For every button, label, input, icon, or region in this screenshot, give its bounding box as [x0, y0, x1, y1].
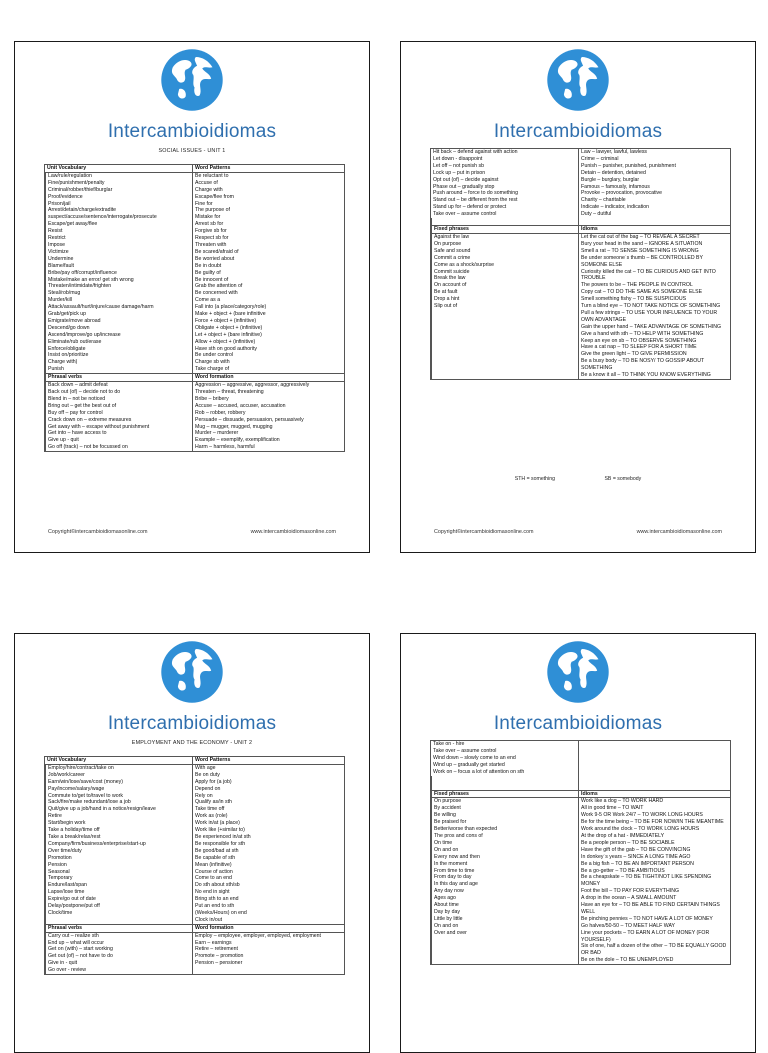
list-item: Go over - review: [48, 967, 87, 974]
list-item: Clock in/out: [195, 916, 223, 923]
list-item: Detain – detention, detained: [581, 169, 646, 176]
list-item: Have sth on good authority: [195, 345, 258, 352]
list-item: Work around the clock – TO WORK LONG HOURS: [581, 826, 700, 833]
list-item: Attack/assault/hurt/injure/cause damage/harm: [48, 304, 154, 311]
unit-vocabulary-list: [45, 765, 192, 924]
list-item: Pension – pensioner: [195, 960, 243, 967]
list-item: Work on – focus a lot of attention on sth: [433, 768, 525, 775]
list-item: Turn a blind eye – TO NOT TAKE NOTICE OF SOMETHING: [581, 303, 721, 310]
list-item: Pull a few strings – TO USE YOUR INFLUENCE TO YOUR OWN ADVANTAGE: [581, 309, 718, 323]
list-item: Prison/jail: [48, 200, 71, 207]
word-formation-list: [578, 149, 730, 218]
list-item: Proof/evidence: [48, 193, 83, 200]
globe-icon: [546, 48, 610, 112]
list-item: Murder/kill: [48, 297, 72, 304]
list-item: Go halves/50-50 – TO MEET HALF WAY: [581, 922, 675, 929]
list-item: Gain the upper hand – TAKE ADVANTAGE OF SOMETHING: [581, 323, 722, 330]
list-item: Respect sb for: [195, 235, 229, 242]
brand-title: Intercambioidiomas: [107, 121, 277, 142]
list-item: By accident: [434, 805, 461, 812]
list-item: Be under someone´s thumb – BE CONTROLLED BY SOMEONE ELSE: [581, 254, 703, 268]
list-item: Victimize: [48, 248, 69, 255]
list-item: Murder – murderer: [195, 430, 239, 437]
word-patterns-list: [192, 765, 344, 924]
list-item: Example – exemplify, exemplification: [195, 437, 280, 444]
phrasal-verbs-list: [45, 933, 192, 974]
globe-icon: [546, 640, 610, 704]
list-item: Punish: [48, 366, 64, 373]
list-item: Duty – dutiful: [581, 211, 612, 218]
list-item: Take charge of: [195, 366, 230, 373]
list-item: Stand up for – defend or protect: [433, 204, 507, 211]
list-item: Enforce/obligate: [48, 345, 86, 352]
list-item: Be responsible for sth: [195, 840, 246, 847]
list-item: Fine/punishment/penalty: [48, 179, 105, 186]
list-item: Mistake for: [195, 214, 221, 221]
list-item: Fine for: [195, 200, 213, 207]
list-item: Take over – assume control: [433, 747, 497, 754]
list-item: The purpose of: [195, 207, 230, 214]
list-item: Come to an end: [195, 875, 232, 882]
list-item: Slip out of: [434, 303, 458, 310]
list-item: Drop a hint: [434, 296, 460, 303]
list-item: Persuade – dissuade, persuasion, persuasively: [195, 416, 304, 423]
empty-cell: [578, 741, 730, 776]
list-item: Have the gift of the gab – TO BE CONVINCING: [581, 846, 691, 853]
list-item: Wind up – gradually get started: [433, 761, 505, 768]
list-item: Take a holiday/time off: [48, 827, 100, 834]
list-item: Punish – punisher, punished, punishment: [581, 162, 676, 169]
spacer: [431, 218, 578, 225]
list-item: Take on - hire: [433, 741, 465, 747]
list-item: Earn – earnings: [195, 939, 232, 946]
vocabulary-table: [44, 164, 345, 452]
list-item: Bury your head in the sand – IGNORE A SITUATION: [581, 240, 703, 247]
list-item: Be a people person – TO BE SOCIABLE: [581, 839, 675, 846]
list-item: Qualify as/in sth: [195, 799, 232, 806]
list-item: Give in - quit: [48, 960, 78, 967]
list-item: Phase out – gradually stop: [433, 183, 495, 190]
list-item: Crack down on – extreme measures: [48, 416, 132, 423]
list-item: Crime – criminal: [581, 155, 619, 162]
list-item: Be innocent of: [195, 276, 229, 283]
list-item: Work like a dog – TO WORK HARD: [581, 798, 664, 805]
list-item: Grab/get/pick up: [48, 311, 87, 318]
list-item: Aggression – aggressive, aggressor, aggressively: [195, 382, 310, 389]
list-item: Provoke – provocation, provocative: [581, 190, 663, 197]
list-item: Give the green light – TO GIVE PERMISSION: [581, 351, 687, 358]
list-item: suspect/accuse/sentence/interrogate/prosecute: [48, 214, 157, 221]
list-item: Day by day: [434, 908, 460, 915]
list-item: Famous – famously, infamous: [581, 183, 650, 190]
list-item: Foot the bill – TO PAY FOR EVERYTHING: [581, 888, 680, 895]
list-item: Over time/duty: [48, 847, 82, 854]
list-item: On account of: [434, 282, 467, 289]
list-item: Be praised for: [434, 819, 467, 826]
word-patterns-list: [192, 173, 344, 373]
list-item: Against the law: [434, 233, 470, 240]
list-item: Commute to/get to/travel to work: [48, 792, 123, 799]
list-item: Be concerned with: [195, 290, 238, 297]
list-item: Every now and then: [434, 853, 480, 860]
list-item: On time: [434, 839, 453, 846]
column-header: Word formation: [192, 373, 344, 382]
list-item: Lock up – put in prison: [433, 169, 486, 176]
vocabulary-table: [44, 756, 345, 975]
list-item: Mug – mugger, mugged, mugging: [195, 423, 273, 430]
globe-icon: [160, 640, 224, 704]
spacer: [578, 776, 730, 790]
spacer: [431, 776, 578, 790]
list-item: Endure/last/span: [48, 882, 87, 889]
page-footer: [48, 529, 336, 535]
list-item: Bribe – bribery: [195, 395, 229, 402]
list-item: Retire – retirement: [195, 946, 238, 953]
list-item: Make + object + (bare infinitive: [195, 311, 266, 318]
list-item: Start/begin work: [48, 820, 86, 827]
list-item: Escape/flee from: [195, 193, 234, 200]
page-footer: [434, 529, 722, 535]
list-item: Be a busy body – TO BE NOSY/ TO GOSSIP ABOUT SOMETHING: [581, 358, 705, 372]
list-item: Course of action: [195, 868, 233, 875]
list-item: Eliminate/rub out/erase: [48, 338, 102, 345]
list-item: Obligate + object + (infinitive): [195, 324, 263, 331]
list-item: Grab the attention of: [195, 283, 243, 290]
list-item: Pension: [48, 861, 67, 868]
list-item: Have a cat nap – TO SLEEP FOR A SHORT TIME: [581, 344, 697, 351]
list-item: The powers to be – THE PEOPLE IN CONTROL: [581, 282, 693, 289]
list-item: Wind down – slowly come to an end: [433, 754, 516, 761]
list-item: Harm – harmless, harmful: [195, 444, 255, 451]
list-item: Six of one, half a dozen of the other – TO BE EQUALLY GOOD OR BAD: [581, 943, 727, 957]
list-item: Be under control: [195, 352, 234, 359]
list-item: Threaten – threat, threatening: [195, 389, 264, 395]
list-item: Job/work/career: [48, 771, 85, 778]
sth-key: STH = something: [514, 476, 555, 482]
list-item: About time: [434, 902, 459, 909]
list-item: Safe and sound: [434, 247, 471, 254]
worksheet-page-social-issues-continued: [400, 41, 756, 553]
word-formation-list: [192, 933, 344, 974]
website-text: www.intercambioidiomasonline.com: [636, 529, 722, 535]
list-item: Charge sb with: [195, 359, 230, 366]
list-item: Let down - disappoint: [433, 155, 483, 162]
list-item: Force + object + (infinitive): [195, 317, 257, 324]
list-item: Threaten/intimidate/frighten: [48, 283, 112, 290]
list-item: Rob – robber, robbery: [195, 409, 246, 416]
list-item: Arrest/detain/charge/extradite: [48, 207, 117, 214]
list-item: Delay/postpone/put off: [48, 903, 100, 910]
list-item: Escape/get away/flee: [48, 221, 98, 228]
list-item: Descend/go down: [48, 324, 90, 331]
list-item: Be in doubt: [195, 262, 222, 269]
list-item: Charge with): [48, 359, 78, 366]
list-item: With age: [195, 764, 216, 771]
list-item: Resist: [48, 228, 63, 235]
list-item: (Weeks/Hours) on end: [195, 909, 247, 916]
list-item: Work 9-5 OR Work 24/7 – TO WORK LONG HOURS: [581, 812, 703, 819]
list-item: Come as a shock/surprise: [434, 261, 494, 268]
list-item: Hit back – defend against with action: [433, 149, 518, 155]
brand-title: Intercambioidiomas: [493, 121, 663, 142]
list-item: Employ/hire/contract/take on: [48, 764, 114, 771]
list-item: Give a hand with sth – TO HELP WITH SOMETHING: [581, 330, 704, 337]
list-item: Come as a: [195, 297, 221, 304]
list-item: Fall into (a place/category/role): [195, 304, 267, 311]
list-item: On and on: [434, 922, 459, 929]
list-item: Let off – not punish sb: [433, 162, 484, 169]
list-item: Take time off: [195, 806, 225, 813]
list-item: Be a big fish – TO BE AN IMPORTANT PERSON: [581, 860, 694, 867]
list-item: Be scared/afraid of: [195, 248, 239, 255]
list-item: Rely on: [195, 792, 213, 799]
list-item: Lapse/lose time: [48, 889, 85, 896]
copyright-text: Copyright©intercambioidiomasonline.com: [434, 529, 534, 535]
list-item: Employ – employee, employer, employed, employment: [195, 932, 322, 939]
worksheet-page-employment-continued: [400, 633, 756, 1053]
list-item: Clock/time: [48, 909, 73, 916]
list-item: Bring sth to an end: [195, 896, 239, 903]
list-item: Be worried about: [195, 255, 235, 262]
list-item: Promote – promotion: [195, 953, 244, 960]
abbreviation-key: [401, 476, 755, 482]
list-item: No end in sight: [195, 889, 230, 896]
list-item: End up – what will occur: [48, 939, 104, 946]
website-text: www.intercambioidiomasonline.com: [250, 529, 336, 535]
list-item: Smell a rat – TO SENSE SOMETHING IS WRONG: [581, 247, 699, 254]
list-item: Ages ago: [434, 895, 456, 902]
list-item: Mistake/make an error/ get sth wrong: [48, 276, 134, 283]
list-item: Emigrate/move abroad: [48, 317, 101, 324]
list-item: In donkey´s years – SINCE A LONG TIME AGO: [581, 853, 691, 860]
list-item: Insist on/prioritize: [48, 352, 89, 359]
vocabulary-table: [430, 740, 731, 965]
list-item: On purpose: [434, 798, 462, 805]
brand-title: Intercambioidiomas: [107, 713, 277, 734]
phrasal-verbs-list: [431, 149, 578, 218]
list-item: Depend on: [195, 785, 221, 792]
list-item: Commit suicide: [434, 268, 470, 275]
list-item: Expire/go out of date: [48, 896, 96, 903]
spacer: [578, 218, 730, 225]
list-item: Bring out – get the best out of: [48, 402, 117, 409]
globe-icon: [160, 48, 224, 112]
unit-subtitle: EMPLOYMENT AND THE ECONOMY - UNIT 2: [131, 740, 253, 746]
worksheet-page-social-issues: [14, 41, 370, 553]
list-item: Be capable of sth: [195, 854, 236, 861]
list-item: Be for the time being – TO BE FOR NOW/IN THE MEANTIME: [581, 819, 724, 826]
list-item: Back down – admit defeat: [48, 382, 108, 389]
list-item: From day to day: [434, 874, 472, 881]
list-item: On purpose: [434, 240, 462, 247]
list-item: Take a break/relax/rest: [48, 833, 101, 840]
list-item: Threaten with: [195, 241, 227, 248]
column-header: Word Patterns: [192, 165, 344, 173]
list-item: Line your pockets – TO EARN A LOT OF MONEY (FOR YOURSELF): [581, 929, 710, 943]
list-item: Bribe/pay off/corrupt/influence: [48, 269, 117, 276]
list-item: Work as (role): [195, 813, 228, 820]
list-item: Promotion: [48, 854, 72, 861]
list-item: Take over – assume control: [433, 211, 497, 218]
unit-subtitle: SOCIAL ISSUES - UNIT 1: [158, 148, 226, 154]
list-item: Charity – charitable: [581, 197, 626, 204]
list-item: Put an end to sth: [195, 903, 235, 910]
list-item: Get away with – escape without punishment: [48, 423, 150, 430]
list-item: Allow + object + (infinitive): [195, 338, 256, 345]
list-item: Let the cat out of the bag – TO REVEAL A SECRET: [581, 233, 700, 240]
list-item: Sack/fire/make redundant/lose a job: [48, 799, 131, 806]
list-item: Work in/at (a place): [195, 820, 240, 827]
list-item: Pay/income/salary/wage: [48, 785, 105, 792]
word-formation-list: [192, 382, 344, 451]
list-item: Impose: [48, 241, 66, 248]
list-item: Opt out (of) – decide against: [433, 176, 499, 183]
list-item: Apply for (a job): [195, 778, 232, 785]
list-item: Undermine: [48, 255, 74, 262]
column-header: Idioms: [578, 790, 730, 799]
list-item: Keep an eye on sb – TO OBSERVE SOMETHING: [581, 337, 697, 344]
list-item: All in good time – TO WAIT: [581, 805, 644, 812]
fixed-phrases-list: [431, 798, 578, 964]
list-item: Be willing: [434, 812, 456, 819]
column-header: Phrasal verbs: [45, 373, 192, 382]
list-item: In the moment: [434, 860, 468, 867]
list-item: Indicate – indicator, indication: [581, 204, 650, 211]
list-item: Law – lawyer, lawful, lawless: [581, 149, 648, 155]
list-item: A drop in the ocean – A SMALL AMOUNT: [581, 895, 677, 902]
idioms-list: [578, 234, 730, 379]
list-item: Forgive sb for: [195, 228, 227, 235]
list-item: Company/firm/business/enterprise/start-up: [48, 840, 146, 847]
list-item: Buy off – pay for control: [48, 409, 103, 416]
unit-vocabulary-list: [45, 173, 192, 373]
list-item: Smell something fishy – TO BE SUSPICIOUS: [581, 296, 687, 303]
column-header: Fixed phrases: [431, 225, 578, 234]
list-item: Earn/win/lose/save/cost (money): [48, 778, 123, 785]
list-item: Curiosity killed the cat – TO BE CURIOUS AND GET INTO TROUBLE: [581, 268, 716, 282]
list-item: Give up - quit: [48, 437, 79, 444]
list-item: Blend in – not be noticed: [48, 395, 106, 402]
list-item: Be good/bad at sth: [195, 847, 239, 854]
list-item: Mean (infinitive): [195, 861, 232, 868]
list-item: Work like (+similar to): [195, 827, 245, 834]
list-item: Temporary: [48, 875, 73, 882]
list-item: On and on: [434, 846, 459, 853]
sb-key: SB = somebody: [604, 476, 642, 482]
list-item: Better/worse than expected: [434, 826, 498, 833]
list-item: Any day now: [434, 888, 464, 895]
fixed-phrases-list: [431, 234, 578, 379]
list-item: Be experienced in/at sth: [195, 833, 251, 840]
list-item: Over and over: [434, 929, 467, 936]
list-item: Stand out – be different from the rest: [433, 197, 518, 204]
list-item: Restrict: [48, 235, 66, 242]
list-item: Break the law: [434, 275, 466, 282]
list-item: Carry out – realize sth: [48, 932, 99, 939]
list-item: Be guilty of: [195, 269, 221, 276]
list-item: Get out (of) – not have to do: [48, 953, 113, 960]
list-item: Blame/fault: [48, 262, 74, 269]
list-item: From time to time: [434, 867, 475, 874]
phrasal-verbs-list: [45, 382, 192, 451]
list-item: Be a go-getter – TO BE AMBITIOUS: [581, 867, 665, 874]
vocabulary-table: [430, 148, 731, 380]
list-item: Have an eye for – TO BE ABLE TO FIND CERTAIN THINGS WELL: [581, 902, 720, 915]
list-item: Ascend/improve/go up/increase: [48, 331, 121, 338]
list-item: Arrest sb for: [195, 221, 224, 228]
list-item: Be at fault: [434, 289, 458, 296]
list-item: Be a know it all – TO THINK YOU KNOW EVERYTHING: [581, 372, 711, 379]
column-header: Unit Vocabulary: [45, 757, 192, 765]
list-item: Copy cat – TO DO THE SAME AS SOMEONE ELSE: [581, 289, 703, 296]
list-item: The pros and cons of: [434, 832, 483, 839]
list-item: Go off (track) – not be focussed on: [48, 444, 128, 451]
list-item: Law/rule/regulation: [48, 172, 92, 179]
column-header: Idioms: [578, 225, 730, 234]
list-item: Little by little: [434, 915, 463, 922]
list-item: Be reluctant to: [195, 172, 229, 179]
idioms-list: [578, 798, 730, 964]
list-item: Push around – force to do something: [433, 190, 519, 197]
column-header: Word formation: [192, 924, 344, 933]
phrasal-verbs-list: [431, 741, 578, 776]
list-item: Accuse – accused, accuser, accusation: [195, 402, 286, 409]
column-header: Word Patterns: [192, 757, 344, 765]
list-item: Be a cheapskate – TO BE TIGHT/NOT LIKE SPENDING MONEY: [581, 874, 712, 888]
list-item: Get on (with) – start working: [48, 946, 113, 953]
worksheet-page-employment: [14, 633, 370, 1053]
list-item: Retire: [48, 813, 62, 820]
list-item: At the drop of a hat - IMMEDIATELY: [581, 832, 665, 839]
list-item: Be on duty: [195, 771, 220, 778]
copyright-text: Copyright©intercambioidiomasonline.com: [48, 529, 148, 535]
list-item: Seasonal: [48, 868, 70, 875]
list-item: Be pinching pennies – TO NOT HAVE A LOT OF MONEY: [581, 915, 713, 922]
list-item: Get into – have access to: [48, 430, 107, 437]
list-item: Criminal/robber/thief/burglar: [48, 186, 113, 193]
list-item: Charge with: [195, 186, 223, 193]
list-item: Steal/rob/mug: [48, 290, 81, 297]
column-header: Unit Vocabulary: [45, 165, 192, 173]
column-header: Phrasal verbs: [45, 924, 192, 933]
list-item: Be on the dole – TO BE UNEMPLOYED: [581, 957, 674, 964]
column-header: Fixed phrases: [431, 790, 578, 799]
brand-title: Intercambioidiomas: [493, 713, 663, 734]
list-item: Quit/give up a job/hand in a notice/resign/leave: [48, 806, 156, 813]
list-item: Do sth about sth/sb: [195, 882, 240, 889]
list-item: Accuse of: [195, 179, 218, 186]
list-item: Burgle – burglary, burglar: [581, 176, 640, 183]
list-item: In this day and age: [434, 881, 478, 888]
list-item: Commit a crime: [434, 254, 471, 261]
list-item: Let + object + (bare infinitive): [195, 331, 262, 338]
list-item: Back out (of) – decide not to do: [48, 389, 121, 395]
